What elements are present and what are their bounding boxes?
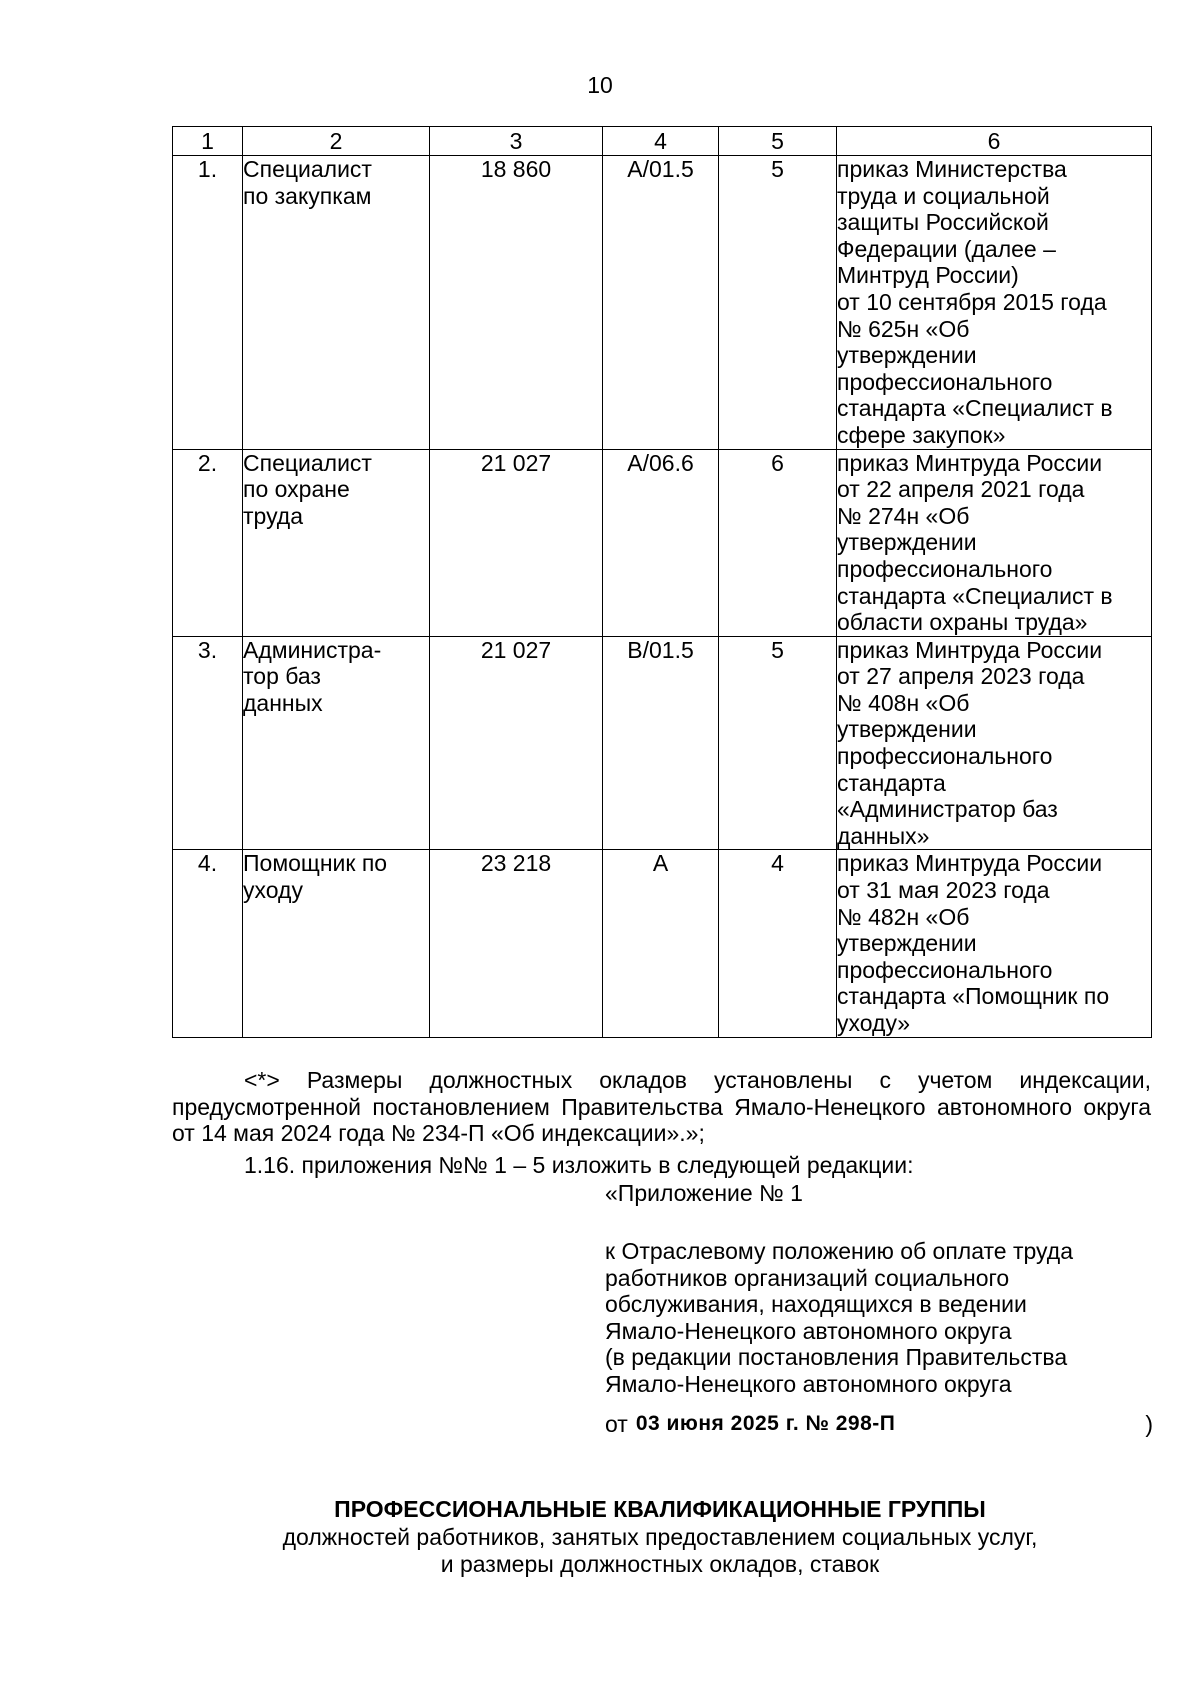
code-cell: A/06.6 (603, 449, 719, 636)
position-cell (243, 156, 430, 450)
row-number-cell: 3. (173, 636, 243, 850)
appendix-title: «Приложение № 1 (605, 1180, 803, 1206)
page-number: 10 (587, 72, 613, 98)
code-cell: A (603, 850, 719, 1037)
column-header: 5 (719, 127, 837, 156)
appendix-body: к Отраслевому положению об оплате труда работников организаций социального обслуживания, находящихся в ведении Ямало-Ненецкого автономного округа (в редакции постановления Правительства Ямало-Ненецкого автономного округа (605, 1238, 1073, 1397)
order-cell (837, 156, 1152, 450)
position-text: Специалист по закупкам (243, 156, 372, 209)
order-text: приказ Министерства труда и социальной защиты Российской Федерации (далее – Минтруд России) от 10 сентября 2015 года № 625н «Об утверждении профессионального стандарта «Специалист в сфере закупок» (837, 156, 1113, 448)
table-row (173, 449, 1152, 636)
closing-parenthesis: ) (1145, 1411, 1153, 1437)
order-text: приказ Минтруда России от 27 апреля 2023 года № 408н «Об утверждении профессионального стандарта «Администратор баз данных» (837, 636, 1103, 849)
level-cell: 5 (719, 636, 837, 850)
footnote-paragraph: <*> Размеры должностных окладов установлены с учетом индексации, предусмотренной постановлением Правительства Ямало-Ненецкого автономного округа от 14 мая 2024 года № 234-П «Об индексации».»; (172, 1067, 1151, 1146)
order-cell (837, 850, 1152, 1037)
column-header: 6 (837, 127, 1152, 156)
appendix-date-line (605, 1411, 1153, 1438)
order-cell (837, 449, 1152, 636)
date-value: 03 июня 2025 г. № 298-П (635, 1412, 896, 1435)
section-heading: ПРОФЕССИОНАЛЬНЫЕ КВАЛИФИКАЦИОННЫЕ ГРУППЫ (334, 1496, 986, 1522)
column-header: 2 (243, 127, 430, 156)
code-cell: A/01.5 (603, 156, 719, 450)
position-cell (243, 850, 430, 1037)
position-cell (243, 636, 430, 850)
level-cell: 5 (719, 156, 837, 450)
section-subheading-line2: и размеры должностных окладов, ставок (440, 1551, 880, 1577)
column-header: 1 (173, 127, 243, 156)
code-cell: B/01.5 (603, 636, 719, 850)
position-text: Администра- тор баз данных (243, 636, 382, 716)
column-header: 4 (603, 127, 719, 156)
order-cell (837, 636, 1152, 850)
position-cell (243, 449, 430, 636)
position-text: Специалист по охране труда (243, 449, 372, 529)
order-text: приказ Минтруда России от 31 мая 2023 года № 482н «Об утверждении профессионального стандарта «Помощник по уходу» (837, 850, 1110, 1036)
salary-cell: 21 027 (430, 636, 603, 850)
salary-cell: 21 027 (430, 449, 603, 636)
salary-cell: 23 218 (430, 850, 603, 1037)
table-row (173, 156, 1152, 450)
table-header-row (173, 127, 1152, 156)
row-number-cell: 4. (173, 850, 243, 1037)
positions-table (172, 126, 1152, 1038)
order-text: приказ Минтруда России от 22 апреля 2021 года № 274н «Об утверждении профессионального стандарта «Специалист в области охраны труда» (837, 449, 1113, 636)
row-number-cell: 2. (173, 449, 243, 636)
row-number-cell: 1. (173, 156, 243, 450)
level-cell: 6 (719, 449, 837, 636)
section-subheading-line1: должностей работников, занятых предоставлением социальных услуг, (282, 1524, 1038, 1550)
salary-cell: 18 860 (430, 156, 603, 450)
column-header: 3 (430, 127, 603, 156)
position-text: Помощник по уходу (243, 850, 388, 904)
amendment-item: 1.16. приложения №№ 1 – 5 изложить в следующей редакции: (244, 1152, 914, 1178)
level-cell: 4 (719, 850, 837, 1037)
table-row (173, 636, 1152, 850)
date-prefix: от (605, 1411, 628, 1437)
table-row (173, 850, 1152, 1037)
